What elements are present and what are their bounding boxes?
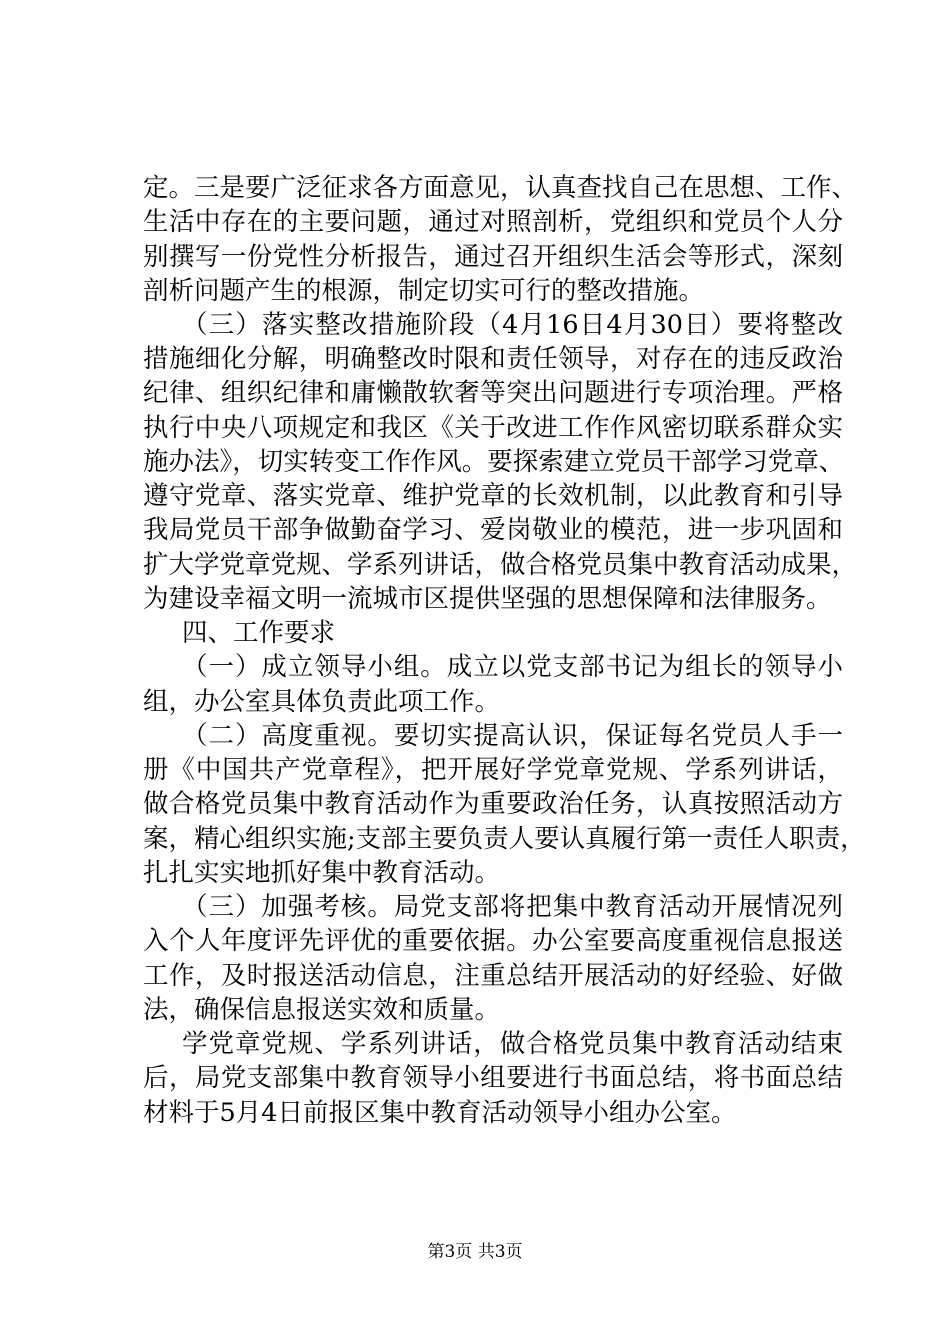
paragraph-line: 组，办公室具体负责此项工作。 — [143, 687, 501, 717]
paragraph-line: 案，精心组织实施;支部主要负责人要认真履行第一责任人职责， — [143, 824, 866, 854]
paragraph-line: 学党章党规、学系列讲话，做合格党员集中教育活动结束 — [182, 1029, 843, 1059]
paragraph-line: 定。三是要广泛征求各方面意见，认真查找自己在思想、工作、 — [143, 173, 858, 203]
paragraph-line: 法，确保信息报送实效和质量。 — [143, 995, 501, 1025]
page-number-footer: 第3页 共3页 — [427, 1242, 523, 1262]
paragraph-line: 执行中央八项规定和我区《关于改进工作作风密切联系群众实 — [143, 413, 843, 443]
paragraph-line: 扎扎实实地抓好集中教育活动。 — [143, 858, 501, 888]
paragraph-line: （三）落实整改措施阶段（4月16日4月30日）要将整改 — [182, 310, 843, 340]
paragraph-line: 扩大学党章党规、学系列讲话，做合格党员集中教育活动成果， — [143, 550, 858, 580]
paragraph-line: 工作，及时报送活动信息，注重总结开展活动的好经验、好做 — [143, 961, 843, 991]
paragraph-line: 遵守党章、落实党章、维护党章的长效机制，以此教育和引导 — [143, 481, 843, 511]
section-heading: 四、工作要求 — [182, 618, 336, 648]
paragraph-line: 入个人年度评先评优的重要依据。办公室要高度重视信息报送 — [143, 926, 843, 956]
paragraph-line: 做合格党员集中教育活动作为重要政治任务，认真按照活动方 — [143, 789, 843, 819]
paragraph-line: 我局党员干部争做勤奋学习、爱岗敬业的模范，进一步巩固和 — [143, 515, 843, 545]
paragraph-line: 材料于5月4日前报区集中教育活动领导小组办公室。 — [143, 1098, 737, 1128]
paragraph-line: 剖析问题产生的根源，制定切实可行的整改措施。 — [143, 276, 705, 306]
paragraph-line: 册《中国共产党章程》，把开展好学党章党规、学系列讲话， — [143, 755, 843, 785]
paragraph-line: 为建设幸福文明一流城市区提供坚强的思想保障和法律服务。 — [143, 584, 832, 614]
paragraph-line: （三）加强考核。局党支部将把集中教育活动开展情况列 — [182, 892, 843, 922]
paragraph-line: （二）高度重视。要切实提高认识，保证每名党员人手一 — [182, 721, 843, 751]
paragraph-line: 生活中存在的主要问题，通过对照剖析，党组织和党员个人分 — [143, 207, 843, 237]
paragraph-line: 纪律、组织纪律和庸懒散软奢等突出问题进行专项治理。严格 — [143, 378, 843, 408]
paragraph-line: 施办法》，切实转变工作作风。要探索建立党员干部学习党章、 — [143, 447, 845, 477]
paragraph-line: 后，局党支部集中教育领导小组要进行书面总结，将书面总结 — [143, 1063, 843, 1093]
paragraph-line: 别撰写一份党性分析报告，通过召开组织生活会等形式，深刻 — [143, 242, 843, 272]
paragraph-line: 措施细化分解，明确整改时限和责任领导，对存在的违反政治 — [143, 344, 843, 374]
paragraph-line: （一）成立领导小组。成立以党支部书记为组长的领导小 — [182, 652, 843, 682]
